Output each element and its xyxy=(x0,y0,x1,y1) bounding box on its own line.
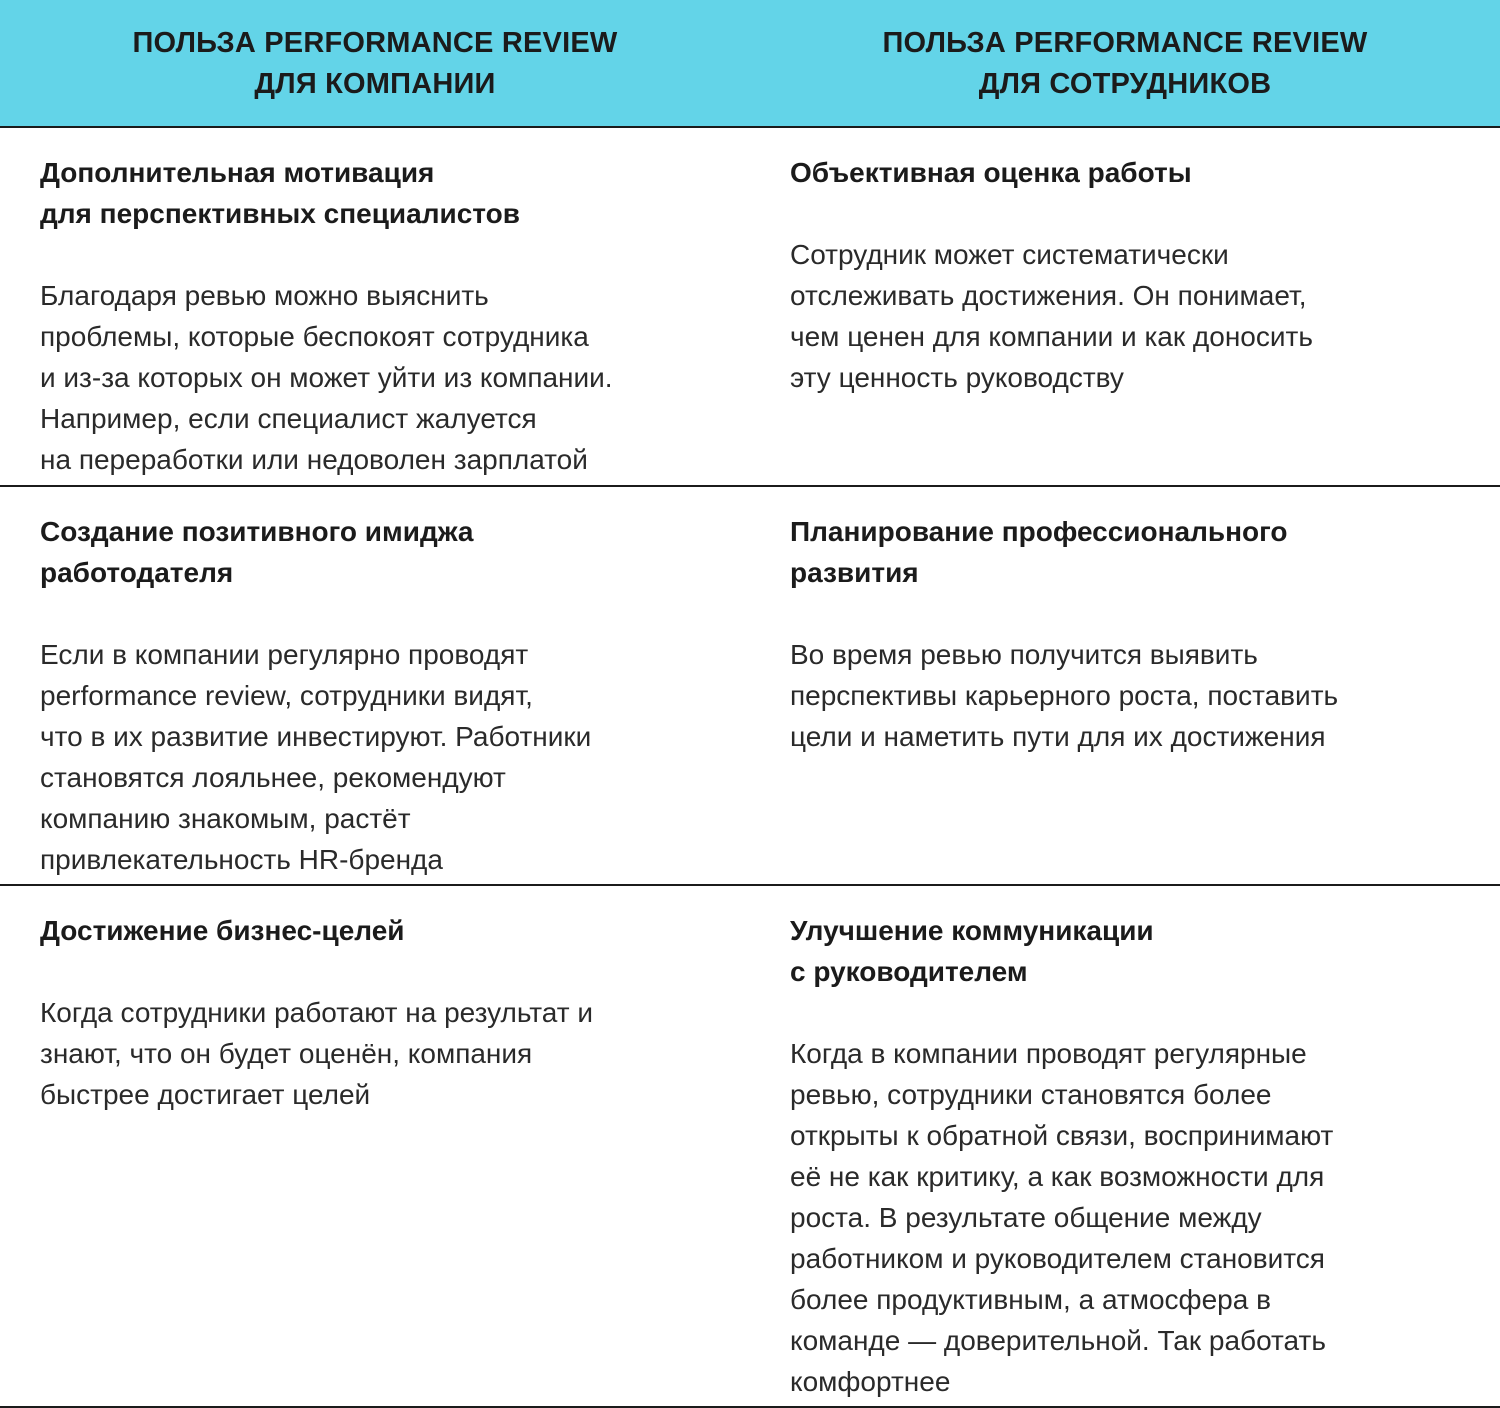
table-row xyxy=(0,128,1500,487)
header-company: ПОЛЬЗА PERFORMANCE REVIEW ДЛЯ КОМПАНИИ xyxy=(132,27,618,100)
table-row xyxy=(0,487,1500,886)
employee-benefit-text: Когда в компании проводят регулярные ревью, сотрудники становятся более открыты к обратной связи, воспринимают её не как критику, а как возможности для роста. В результате общение между работником и руководителем становится более продуктивным, а атмосфера в команде — доверительной. Так работать комфортнее xyxy=(790,1038,1334,1397)
table-header xyxy=(0,0,1500,128)
employee-benefit-title: Улучшение коммуникации с руководителем xyxy=(790,915,1154,987)
header-employees: ПОЛЬЗА PERFORMANCE REVIEW ДЛЯ СОТРУДНИКОВ xyxy=(882,27,1368,100)
employee-benefit-cell xyxy=(750,128,1500,485)
employee-benefit-title: Объективная оценка работы xyxy=(790,157,1192,188)
company-benefit-title: Создание позитивного имиджа работодателя xyxy=(40,516,474,588)
employee-benefit-cell xyxy=(750,886,1500,1406)
employee-benefit-text: Во время ревью получится выявить перспективы карьерного роста, поставить цели и наметить пути для их достижения xyxy=(790,639,1339,752)
company-benefit-title: Достижение бизнес-целей xyxy=(40,915,405,946)
company-benefit-text: Если в компании регулярно проводят performance review, сотрудники видят, что в их развитие инвестируют. Работники становятся лояльнее, рекомендуют компанию знакомым, растёт привлекательность HR-бренда xyxy=(40,639,592,875)
table-row xyxy=(0,886,1500,1408)
employee-benefit-cell xyxy=(750,487,1500,884)
company-benefit-text: Благодаря ревью можно выяснить проблемы, которые беспокоят сотрудника и из-за которых он может уйти из компании. Например, если специалист жалуется на переработки или недоволен зарплатой xyxy=(40,280,613,475)
company-benefit-cell xyxy=(0,886,750,1406)
company-benefit-text: Когда сотрудники работают на результат и знают, что он будет оценён, компания быстрее достигает целей xyxy=(40,997,593,1110)
company-benefit-cell xyxy=(0,128,750,485)
company-benefit-cell xyxy=(0,487,750,884)
company-benefit-title: Дополнительная мотивация для перспективных специалистов xyxy=(40,157,520,229)
employee-benefit-title: Планирование профессионального развития xyxy=(790,516,1288,588)
employee-benefit-text: Сотрудник может систематически отслеживать достижения. Он понимает, чем ценен для компании и как доносить эту ценность руководству xyxy=(790,239,1313,393)
